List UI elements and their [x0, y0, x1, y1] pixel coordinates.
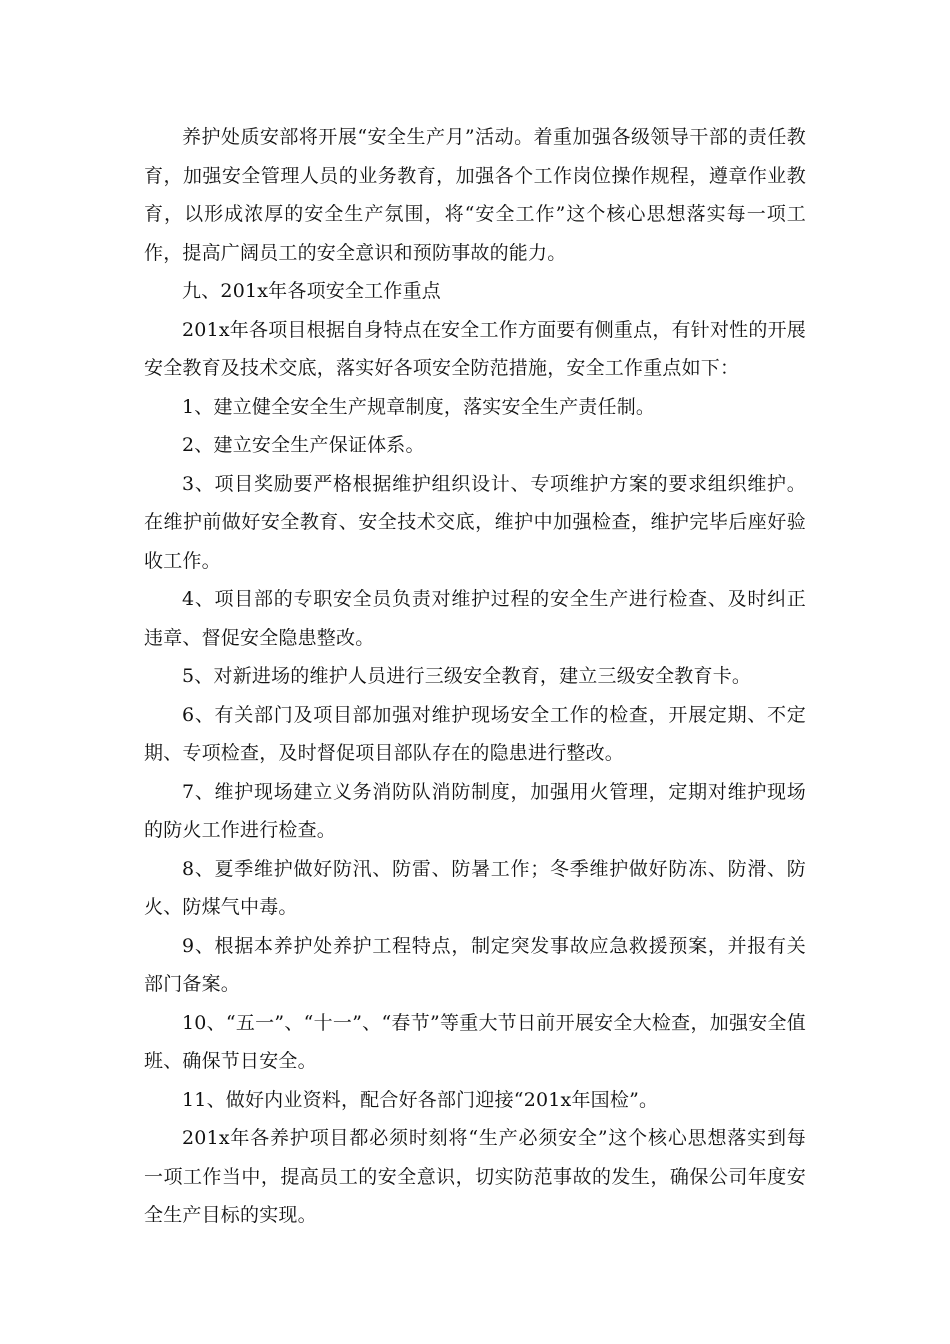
list-item-2: 2、建立安全生产保证体系。	[182, 434, 425, 456]
list-item-8: 8、夏季维护做好防汛、防雷、防暑工作；冬季维护做好防冻、防滑、防火、防煤气中毒。	[144, 857, 806, 918]
list-item-5: 5、对新进场的维护人员进行三级安全教育，建立三级安全教育卡。	[182, 665, 752, 687]
document-body	[144, 118, 806, 1235]
paragraph-safety-month: 养护处质安部将开展“安全生产月”活动。着重加强各级领导干部的责任教育，加强安全管理人员的业务教育，加强各个工作岗位操作规程，遵章作业教育，以形成浓厚的安全生产氛围，将“安全工作”这个核心思想落实每一项工作，提高广阔员工的安全意识和预防事故的能力。	[144, 126, 806, 264]
list-item-1: 1、建立健全安全生产规章制度，落实安全生产责任制。	[182, 395, 656, 418]
paragraph-conclusion: 201x年各养护项目都必须时刻将“生产必须安全”这个核心思想落实到每一项工作当中，提高员工的安全意识，切实防范事故的发生，确保公司年度安全生产目标的实现。	[144, 1127, 806, 1226]
list-item-6: 6、有关部门及项目部加强对维护现场安全工作的检查，开展定期、不定期、专项检查，及时督促项目部队存在的隐患进行整改。	[144, 703, 806, 764]
list-item-7: 7、维护现场建立义务消防队消防制度，加强用火管理，定期对维护现场的防火工作进行检查。	[144, 780, 806, 841]
list-item-4: 4、项目部的专职安全员负责对维护过程的安全生产进行检查、及时纠正违章、督促安全隐患整改。	[144, 588, 806, 649]
list-item-3: 3、项目奖励要严格根据维护组织设计、专项维护方案的要求组织维护。在维护前做好安全教育、安全技术交底，维护中加强检查，维护完毕后座好验收工作。	[144, 472, 806, 572]
paragraph-intro-focus: 201x年各项目根据自身特点在安全工作方面要有侧重点，有针对性的开展安全教育及技术交底，落实好各项安全防范措施，安全工作重点如下：	[144, 318, 806, 379]
section-heading-nine: 九、201x年各项安全工作重点	[182, 280, 441, 302]
list-item-10: 10、“五一”、“十一”、“春节”等重大节日前开展安全大检查，加强安全值班、确保节日安全。	[144, 1011, 806, 1072]
list-item-11: 11、做好内业资料，配合好各部门迎接“201x年国检”。	[182, 1088, 659, 1111]
list-item-9: 9、根据本养护处养护工程特点，制定突发事故应急救援预案，并报有关部门备案。	[144, 934, 806, 995]
